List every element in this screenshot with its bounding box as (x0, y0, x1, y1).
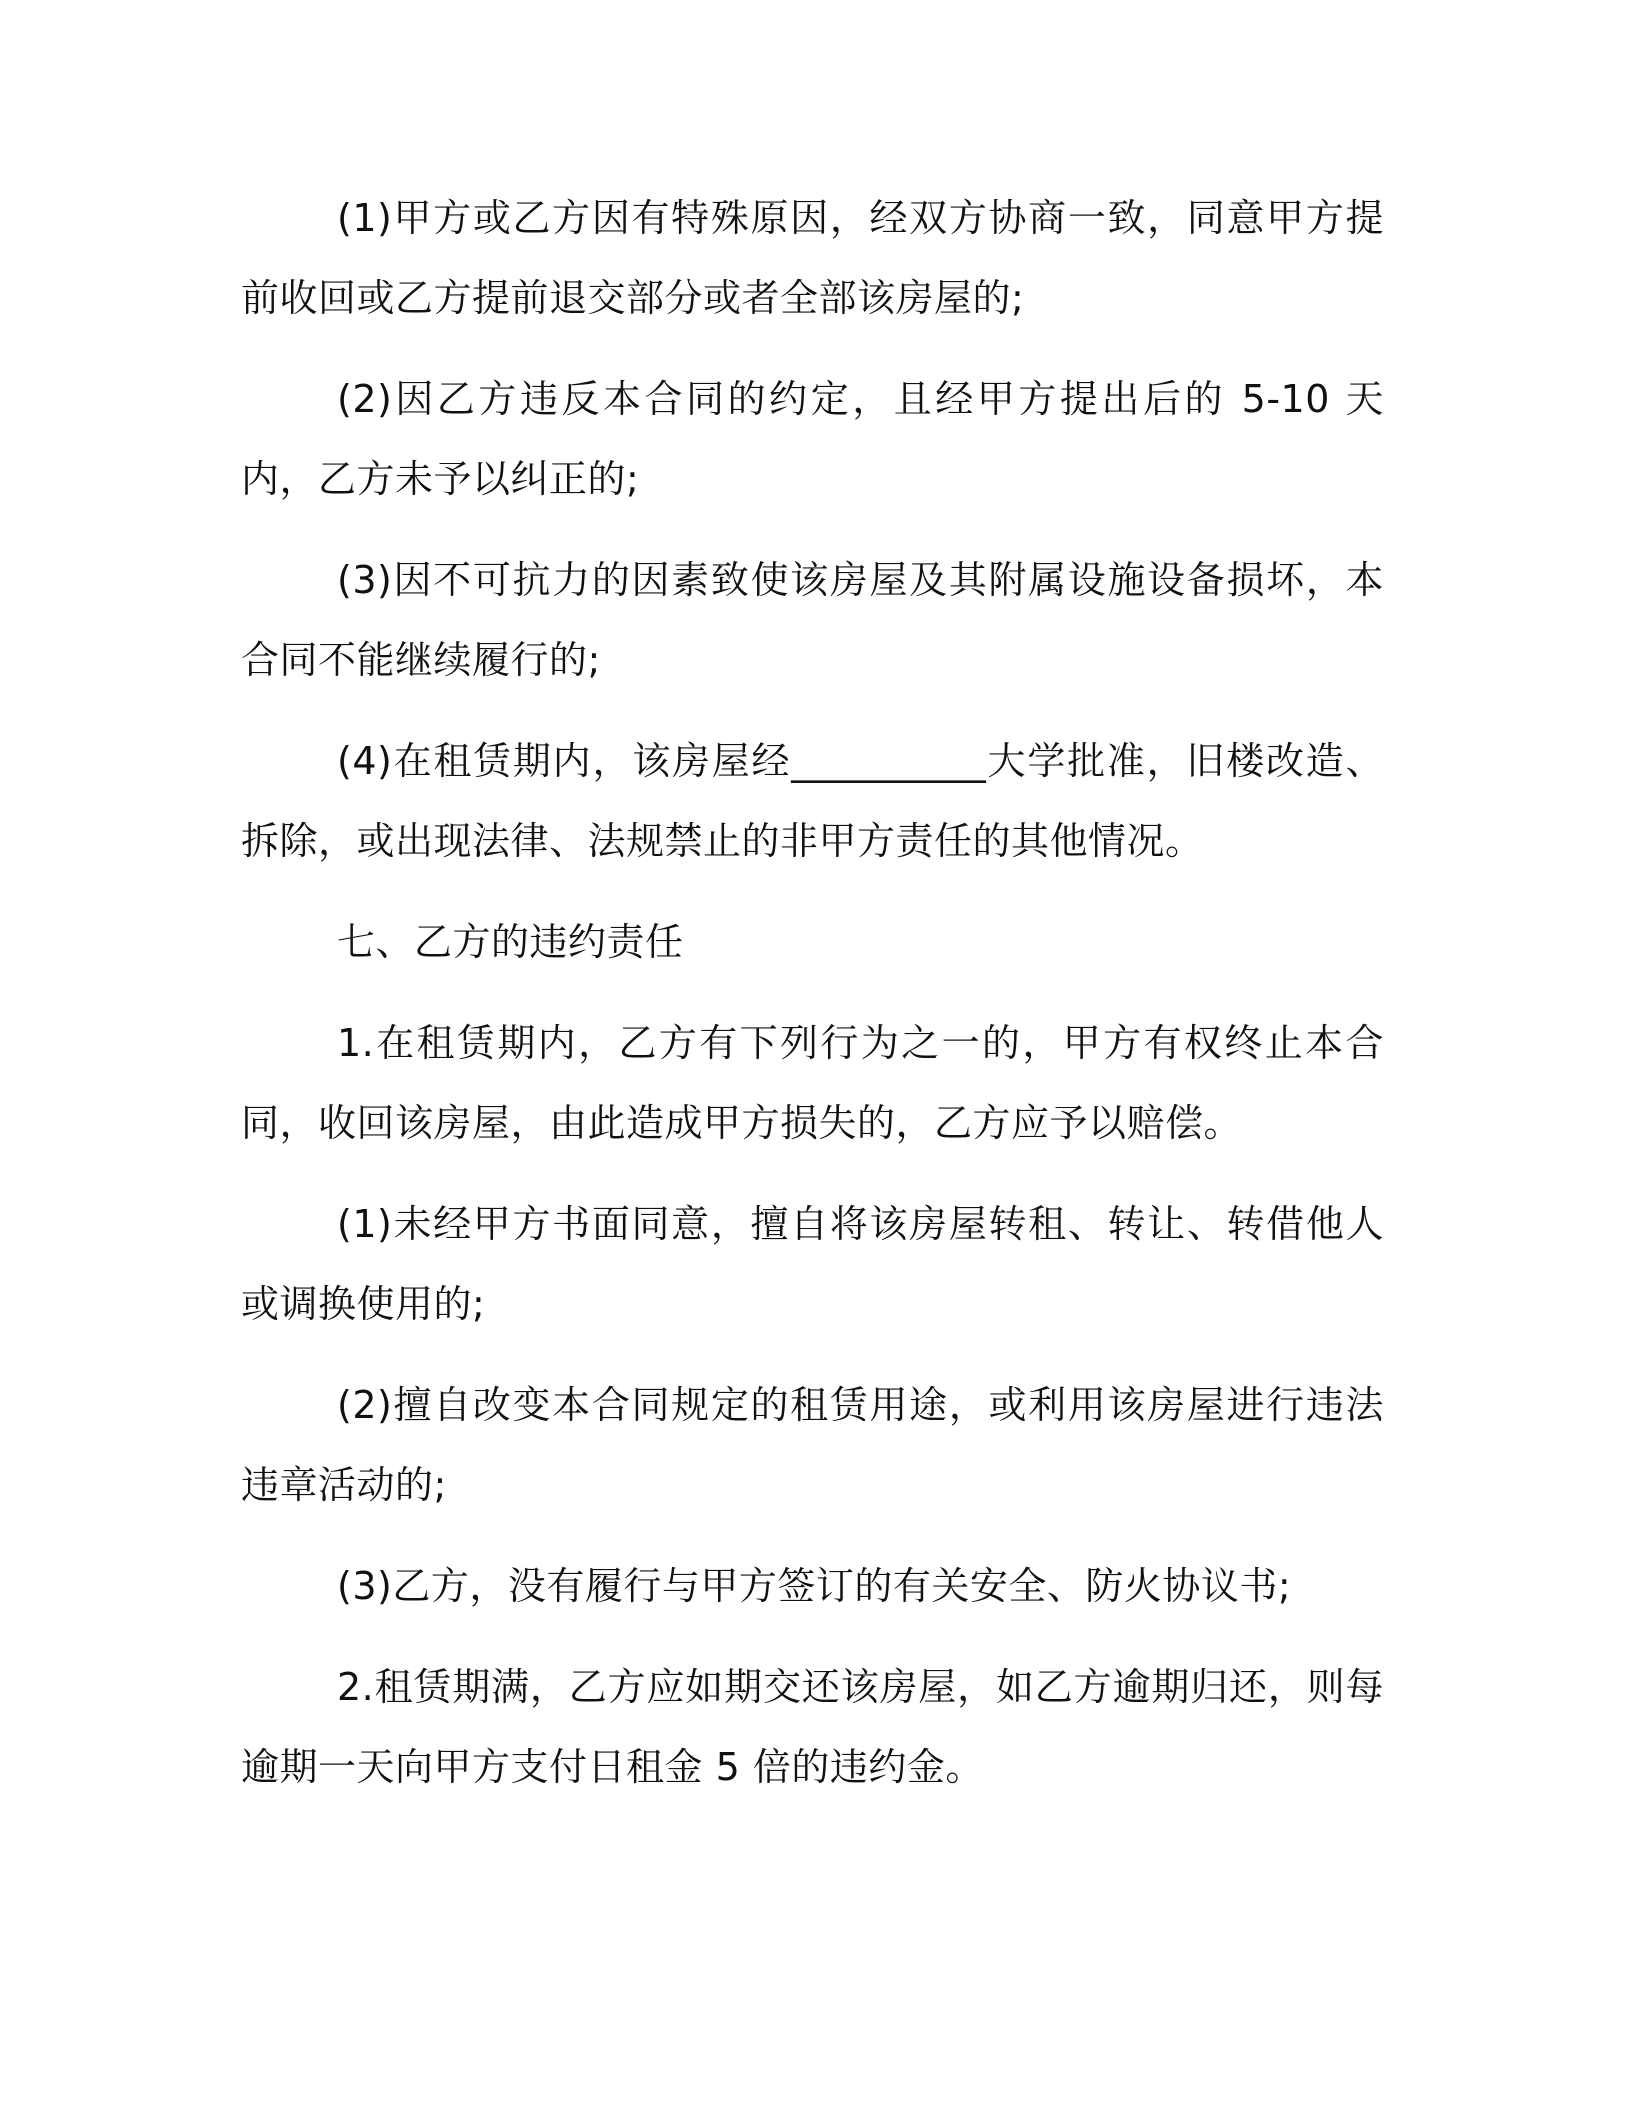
clause-termination-4: (4)在租赁期内，该房屋经__________大学批准，旧楼改造、拆除，或出现法律、法规禁止的非甲方责任的其他情况。 (241, 739, 1384, 863)
clause-breach-1-item-3: (3)乙方，没有履行与甲方签订的有关安全、防火协议书; (337, 1564, 1292, 1608)
clause-breach-1: 1.在租赁期内，乙方有下列行为之一的，甲方有权终止本合同，收回该房屋，由此造成甲方损失的，乙方应予以赔偿。 (241, 1021, 1384, 1145)
clause-termination-2: (2)因乙方违反本合同的约定，且经甲方提出后的 5-10 天内，乙方未予以纠正的; (241, 377, 1384, 501)
clause-breach-1-item-2: (2)擅自改变本合同规定的租赁用途，或利用该房屋进行违法违章活动的; (241, 1383, 1384, 1507)
clause-termination-3: (3)因不可抗力的因素致使该房屋及其附属设施设备损坏，本合同不能继续履行的; (241, 558, 1384, 682)
clause-termination-1: (1)甲方或乙方因有特殊原因，经双方协商一致，同意甲方提前收回或乙方提前退交部分或者全部该房屋的; (241, 196, 1384, 320)
section-heading-breach-liability: 七、乙方的违约责任 (337, 920, 684, 964)
document-body (241, 178, 1384, 1828)
clause-breach-2: 2.租赁期满，乙方应如期交还该房屋，如乙方逾期归还，则每逾期一天向甲方支付日租金 5 倍的违约金。 (241, 1665, 1384, 1789)
clause-breach-1-item-1: (1)未经甲方书面同意，擅自将该房屋转租、转让、转借他人或调换使用的; (241, 1202, 1384, 1326)
